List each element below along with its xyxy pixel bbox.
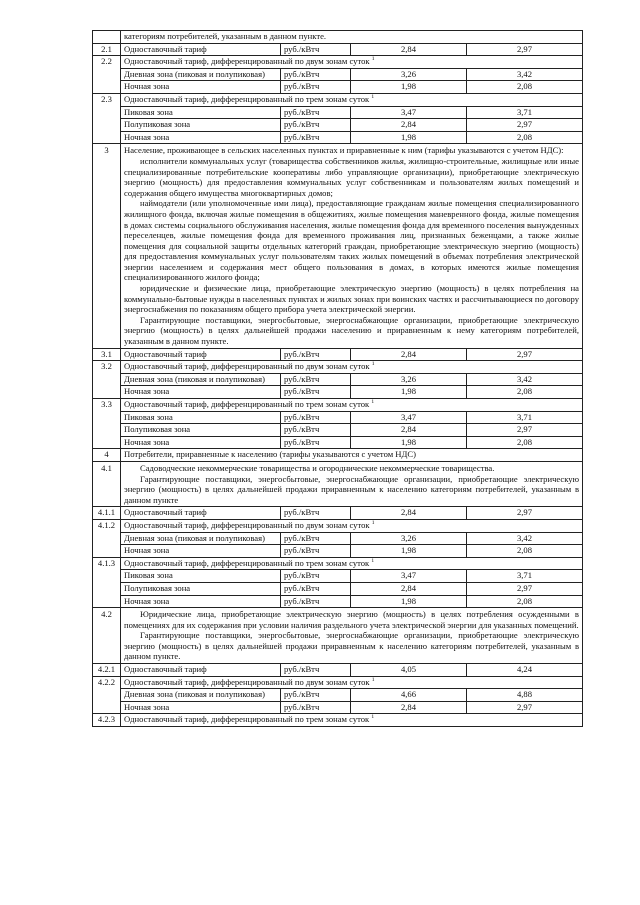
tariff-unit: руб./кВтч: [281, 664, 351, 677]
section-4-2-row: [93, 608, 583, 664]
tariff-unit: руб./кВтч: [281, 386, 351, 399]
footnote-mark: 1: [371, 56, 375, 63]
group-label-text: Одноставочный тариф, дифференцированный по двум зонам суток: [124, 56, 370, 67]
tariff-label: Дневная зона (пиковая и полупиковая): [121, 689, 281, 702]
group-label-text: Одноставочный тариф, дифференцированный по трем зонам суток: [124, 557, 370, 568]
tariff-value-1: 1,98: [351, 595, 467, 608]
tariff-row: [93, 532, 583, 545]
row-number: 4.1.3: [93, 557, 121, 607]
tariff-value-1: 2,84: [351, 348, 467, 361]
tariff-group-row: [93, 399, 583, 412]
section-4-row: [93, 449, 583, 462]
paragraph: Юридические лица, приобретающие электрическую энергию (мощность) в целях потребления осужденными в помещениях для их содержания при условии наличия раздельного учета электрической энергии для указанных помещений.: [124, 609, 579, 630]
tariff-value-1: 2,84: [351, 119, 467, 132]
tariff-row: [93, 424, 583, 437]
row-number: 3.2: [93, 361, 121, 399]
tariff-group-label: [121, 557, 583, 570]
footnote-mark: 1: [371, 714, 375, 721]
tariff-row: [93, 373, 583, 386]
tariff-value-2: 2,08: [467, 545, 583, 558]
tariff-label: Полупиковая зона: [121, 582, 281, 595]
tariff-unit: руб./кВтч: [281, 131, 351, 144]
tariff-row: [93, 595, 583, 608]
tariff-value-2: 2,08: [467, 81, 583, 94]
tariff-unit: руб./кВтч: [281, 689, 351, 702]
row-text: [121, 461, 583, 506]
tariff-row: [93, 436, 583, 449]
tariff-value-1: 1,98: [351, 386, 467, 399]
tariff-row: [93, 43, 583, 56]
tariff-row: [93, 81, 583, 94]
tariff-label: Пиковая зона: [121, 570, 281, 583]
paragraph: юридические и физические лица, приобретающие электрическую энергию (мощность) в целях потребления на коммунально-бытовые нужды в населенных пунктах и жилых зонах при воинских частях и рассчитывающиеся по договору энергоснабжения по показаниям общего прибора учета электрической энергии.: [124, 283, 579, 315]
row-number: 4.2.3: [93, 714, 121, 727]
tariff-label: Ночная зона: [121, 131, 281, 144]
tariff-unit: руб./кВтч: [281, 106, 351, 119]
tariff-value-1: 3,47: [351, 106, 467, 119]
tariff-value-1: 3,26: [351, 68, 467, 81]
tariff-value-1: 3,26: [351, 532, 467, 545]
tariff-value-2: 2,97: [467, 43, 583, 56]
tariff-value-2: 3,71: [467, 411, 583, 424]
tariff-unit: руб./кВтч: [281, 43, 351, 56]
tariff-unit: руб./кВтч: [281, 348, 351, 361]
tariff-group-label: [121, 93, 583, 106]
row-number: 3: [93, 144, 121, 348]
tariff-group-row: [93, 56, 583, 69]
tariff-row: [93, 348, 583, 361]
tariff-label: Ночная зона: [121, 595, 281, 608]
tariff-label: Одноставочный тариф: [121, 348, 281, 361]
row-number: 3.3: [93, 399, 121, 449]
row-number: 4: [93, 449, 121, 462]
tariff-row: [93, 582, 583, 595]
tariff-unit: руб./кВтч: [281, 701, 351, 714]
tariff-value-2: 3,71: [467, 106, 583, 119]
tariff-unit: руб./кВтч: [281, 436, 351, 449]
tariff-row: [93, 701, 583, 714]
section-4-1-row: [93, 461, 583, 506]
paragraph: наймодатели (или уполномоченные ими лица), предоставляющие гражданам жилые помещения специализированного жилищного фонда, включая жилые помещения в общежитиях, жилые помещения маневренного фонда, жилые помещения в домах системы социального обслуживания населения, жилые помещения фонда для временного поселения вынужденных переселенцев, жилые помещения фонда для временного проживания лиц, признанных беженцами, а также жилые помещения для социальной защиты отдельных категорий граждан, приобретающие электрическую энергию (мощность) для предоставления коммунальных услуг пользователям таких жилых помещений в объемах потребления электрической энергии населением и содержания мест общего пользования в домах, в которых имеются жилые помещения специализированного жилого фонда;: [124, 198, 579, 283]
row-text: [121, 608, 583, 664]
tariff-value-2: 2,08: [467, 595, 583, 608]
tariff-row: [93, 411, 583, 424]
tariff-group-label: [121, 676, 583, 689]
tariff-unit: руб./кВтч: [281, 68, 351, 81]
tariff-value-1: 3,47: [351, 411, 467, 424]
tariff-label: Одноставочный тариф: [121, 664, 281, 677]
tariff-value-1: 3,47: [351, 570, 467, 583]
tariff-group-label: [121, 56, 583, 69]
paragraph: Садоводческие некоммерческие товарищества и огороднические некоммерческие товарищества.: [140, 462, 495, 473]
footnote-mark: 1: [371, 520, 375, 527]
tariff-unit: руб./кВтч: [281, 582, 351, 595]
tariff-value-2: 2,08: [467, 386, 583, 399]
group-label-text: Одноставочный тариф, дифференцированный по двум зонам суток: [124, 676, 370, 687]
row-number: 2.2: [93, 56, 121, 94]
tariff-unit: руб./кВтч: [281, 119, 351, 132]
tariff-value-1: 1,98: [351, 545, 467, 558]
tariff-value-1: 3,26: [351, 373, 467, 386]
continuation-row: [93, 31, 583, 44]
tariff-value-2: 2,97: [467, 582, 583, 595]
footnote-mark: 1: [371, 399, 375, 406]
continuation-text: категориям потребителей, указанным в данном пункте.: [121, 31, 583, 44]
tariff-value-2: 2,97: [467, 507, 583, 520]
tariff-value-1: 1,98: [351, 131, 467, 144]
row-number: 4.2: [93, 608, 121, 664]
tariff-value-2: 2,97: [467, 348, 583, 361]
tariff-row: [93, 570, 583, 583]
tariff-unit: руб./кВтч: [281, 373, 351, 386]
tariff-value-2: 2,08: [467, 131, 583, 144]
tariff-unit: руб./кВтч: [281, 595, 351, 608]
tariff-label: Одноставочный тариф: [121, 43, 281, 56]
row-number: 4.1.2: [93, 519, 121, 557]
group-label-text: Одноставочный тариф, дифференцированный по трем зонам суток: [124, 714, 370, 725]
row-number: 2.1: [93, 43, 121, 56]
tariff-table: [92, 30, 583, 727]
tariff-value-1: 4,05: [351, 664, 467, 677]
tariff-group-label: [121, 399, 583, 412]
row-number: 4.1.1: [93, 507, 121, 520]
tariff-value-2: 2,97: [467, 424, 583, 437]
group-label-text: Одноставочный тариф, дифференцированный по трем зонам суток: [124, 93, 370, 104]
tariff-label: Ночная зона: [121, 436, 281, 449]
tariff-value-1: 2,84: [351, 701, 467, 714]
tariff-group-row: [93, 557, 583, 570]
tariff-row: [93, 386, 583, 399]
tariff-row: [93, 545, 583, 558]
tariff-value-2: 3,42: [467, 68, 583, 81]
row-number: 4.2.2: [93, 676, 121, 714]
tariff-label: Дневная зона (пиковая и полупиковая): [121, 532, 281, 545]
tariff-label: Полупиковая зона: [121, 119, 281, 132]
tariff-group-row: [93, 361, 583, 374]
tariff-unit: руб./кВтч: [281, 411, 351, 424]
tariff-value-1: 2,84: [351, 424, 467, 437]
footnote-mark: 1: [371, 361, 375, 368]
tariff-row: [93, 106, 583, 119]
tariff-unit: руб./кВтч: [281, 570, 351, 583]
tariff-group-label: [121, 519, 583, 532]
row-number: 2.3: [93, 93, 121, 143]
tariff-label: Ночная зона: [121, 701, 281, 714]
tariff-label: Дневная зона (пиковая и полупиковая): [121, 373, 281, 386]
row-number: 4.2.1: [93, 664, 121, 677]
tariff-group-label: [121, 714, 583, 727]
tariff-row: [93, 119, 583, 132]
section-title: Потребители, приравненные к населению (тарифы указываются с учетом НДС): [121, 449, 583, 462]
group-label-text: Одноставочный тариф, дифференцированный по двум зонам суток: [124, 519, 370, 530]
tariff-unit: руб./кВтч: [281, 507, 351, 520]
tariff-row: [93, 507, 583, 520]
tariff-value-2: 4,88: [467, 689, 583, 702]
tariff-group-row: [93, 714, 583, 727]
tariff-group-row: [93, 676, 583, 689]
paragraph: Гарантирующие поставщики, энергосбытовые, энергоснабжающие организации, приобретающие электрическую энергию (мощность) в целях дальнейшей продажи населению и приравненным к нему категориям потребителей, указанным в данном пункте.: [124, 314, 579, 347]
tariff-value-2: 4,24: [467, 664, 583, 677]
footnote-mark: 1: [371, 676, 375, 683]
tariff-label: Ночная зона: [121, 81, 281, 94]
footnote-mark: 1: [371, 94, 375, 101]
row-number: [93, 31, 121, 44]
tariff-value-1: 2,84: [351, 582, 467, 595]
paragraph: Население, проживающее в сельских населенных пунктах и приравненные к ним (тарифы указываются с учетом НДС):: [124, 145, 564, 156]
tariff-value-2: 3,42: [467, 373, 583, 386]
footnote-mark: 1: [371, 557, 375, 564]
tariff-group-row: [93, 93, 583, 106]
tariff-value-1: 1,98: [351, 436, 467, 449]
tariff-value-2: 2,97: [467, 119, 583, 132]
tariff-value-1: 4,66: [351, 689, 467, 702]
group-label-text: Одноставочный тариф, дифференцированный по двум зонам суток: [124, 361, 370, 372]
row-number: 3.1: [93, 348, 121, 361]
row-text: [121, 144, 583, 348]
tariff-group-row: [93, 519, 583, 532]
tariff-unit: руб./кВтч: [281, 545, 351, 558]
tariff-label: Пиковая зона: [121, 411, 281, 424]
section-3-row: [93, 144, 583, 348]
tariff-row: [93, 689, 583, 702]
paragraph: Гарантирующие поставщики, энергосбытовые, энергоснабжающие организации, приобретающие электрическую энергию (мощность) в целях дальнейшей продажи приравненным к населению категориям потребителей, указанным в данном пункте.: [124, 630, 579, 662]
paragraph: Гарантирующие поставщики, энергосбытовые, энергоснабжающие организации, приобретающие электрическую энергию (мощность) в целях дальнейшей продажи приравненным к населению категориям потребителей, указанным в данном пункте: [124, 473, 579, 505]
row-number: 4.1: [93, 461, 121, 506]
tariff-value-2: 3,42: [467, 532, 583, 545]
tariff-label: Пиковая зона: [121, 106, 281, 119]
tariff-value-2: 3,71: [467, 570, 583, 583]
tariff-row: [93, 664, 583, 677]
tariff-value-2: 2,08: [467, 436, 583, 449]
tariff-unit: руб./кВтч: [281, 532, 351, 545]
tariff-row: [93, 68, 583, 81]
paragraph: исполнители коммунальных услуг (товарищества собственников жилья, жилищно-строительные, жилищные или иные специализированные потребительские кооперативы либо управляющие организации), приобретающие электрическую энергию (мощность) для предоставления коммунальных услуг собственникам и пользователям жилых помещений и содержания общего имущества многоквартирных домов;: [124, 155, 579, 198]
tariff-unit: руб./кВтч: [281, 424, 351, 437]
tariff-unit: руб./кВтч: [281, 81, 351, 94]
tariff-label: Ночная зона: [121, 545, 281, 558]
tariff-label: Одноставочный тариф: [121, 507, 281, 520]
group-label-text: Одноставочный тариф, дифференцированный по трем зонам суток: [124, 399, 370, 409]
tariff-value-1: 1,98: [351, 81, 467, 94]
tariff-value-1: 2,84: [351, 43, 467, 56]
tariff-row: [93, 131, 583, 144]
tariff-group-label: [121, 361, 583, 374]
tariff-label: Дневная зона (пиковая и полупиковая): [121, 68, 281, 81]
tariff-value-1: 2,84: [351, 507, 467, 520]
tariff-document: [92, 30, 582, 727]
tariff-label: Полупиковая зона: [121, 424, 281, 437]
tariff-value-2: 2,97: [467, 701, 583, 714]
tariff-label: Ночная зона: [121, 386, 281, 399]
